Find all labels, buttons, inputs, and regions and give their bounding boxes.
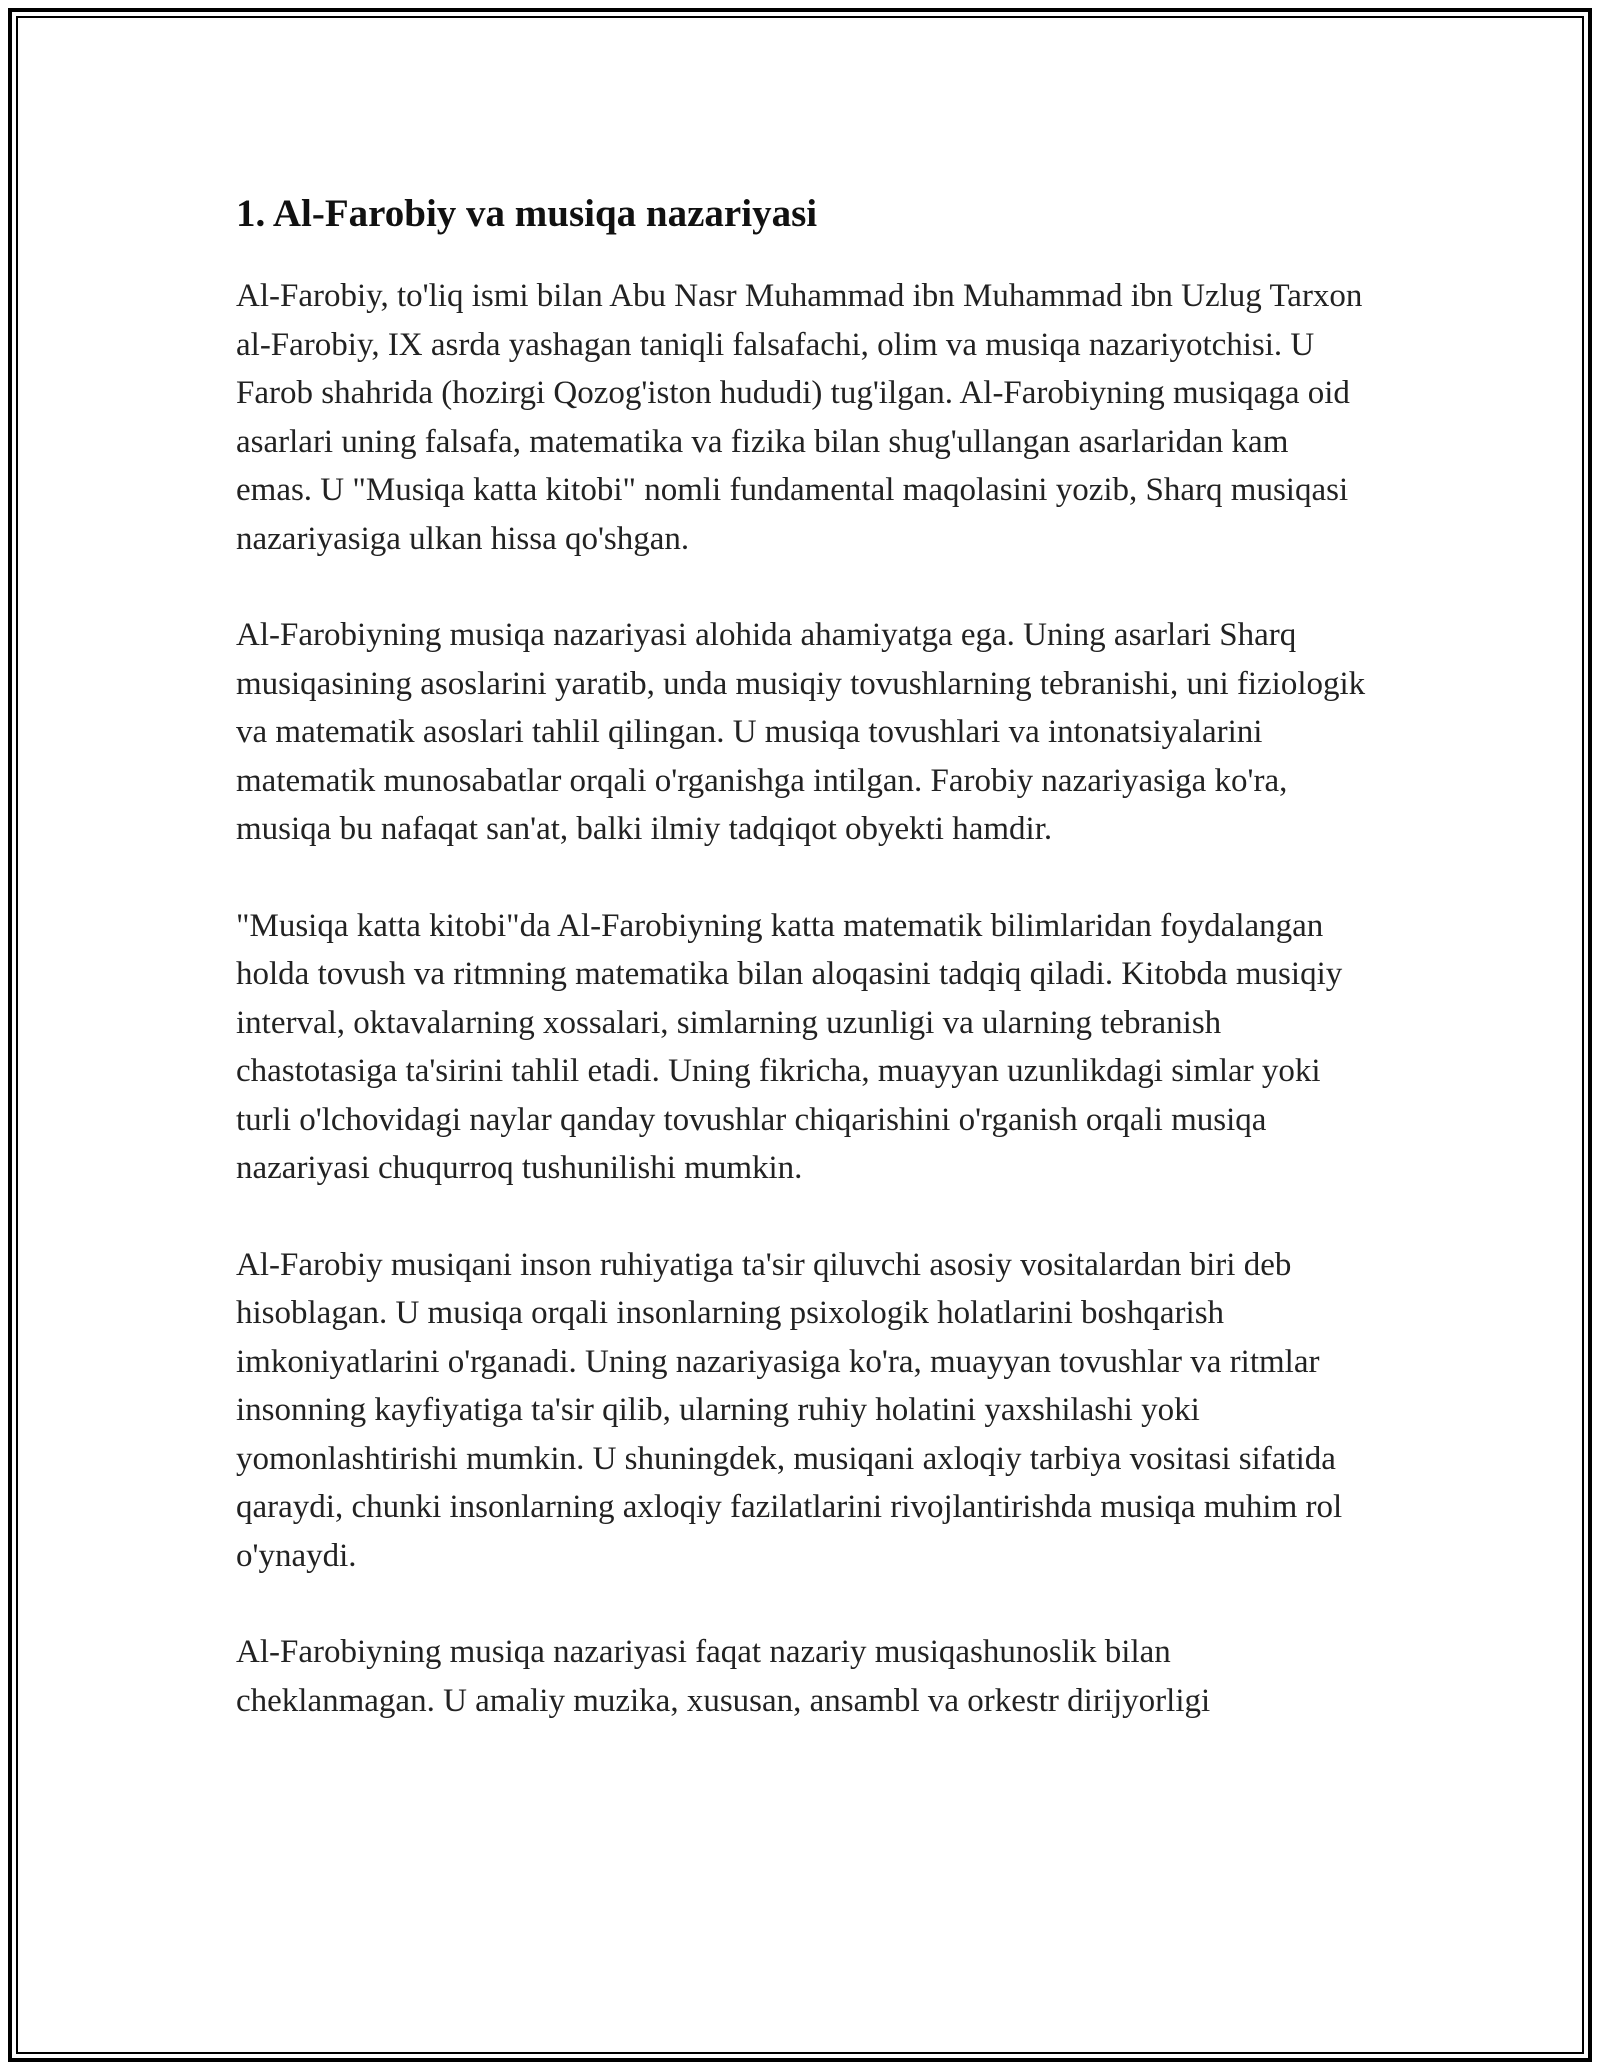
section-heading: 1. Al-Farobiy va musiqa nazariyasi: [236, 192, 818, 235]
paragraph-3: "Musiqa katta kitobi"da Al-Farobiyning katta matematik bilimlaridan foydalangan holda tovush va ritmning matematika bilan aloqasini tadqiq qiladi. Kitobda musiqiy interval, oktavalarning xossalari, simlarning uzunligi va ularning tebranish chastotasiga ta'sirini tahlil etadi. Uning fikricha, muayyan uzunlikdagi simlar yoki turli o'lchovidagi naylar qanday tovushlar chiqarishini o'rganish orqali musiqa nazariyasi chuqurroq tushunilishi mumkin.: [236, 907, 1343, 1186]
document-body: [236, 186, 1366, 1773]
paragraph-5: Al-Farobiyning musiqa nazariyasi faqat nazariy musiqashunoslik bilan cheklanmagan. U amaliy muzika, xususan, ansambl va orkestr dirijyorligi: [236, 1634, 1211, 1719]
paragraph-1: Al-Farobiy, to'liq ismi bilan Abu Nasr Muhammad ibn Muhammad ibn Uzlug Tarxon al-Farobiy, IX asrda yashagan taniqli falsafachi, olim va musiqa nazariyotchisi. U Farob shahrida (hozirgi Qozog'iston hududi) tug'ilgan. Al-Farobiyning musiqaga oid asarlari uning falsafa, matematika va fizika bilan shug'ullangan asarlaridan kam emas. U "Musiqa katta kitobi" nomli fundamental maqolasini yozib, Sharq musiqasi nazariyasiga ulkan hissa qo'shgan.: [236, 278, 1363, 557]
paragraph-4: Al-Farobiy musiqani inson ruhiyatiga ta'sir qiluvchi asosiy vositalardan biri deb hisoblagan. U musiqa orqali insonlarning psixologik holatlarini boshqarish imkoniyatlarini o'rganadi. Uning nazariyasiga ko'ra, muayyan tovushlar va ritmlar insonning kayfiyatiga ta'sir qilib, ularning ruhiy holatini yaxshilashi yoki yomonlashtirishi mumkin. U shuningdek, musiqani axloqiy tarbiya vositasi sifatida qaraydi, chunki insonlarning axloqiy fazilatlarini rivojlantirishda musiqa muhim rol o'ynaydi.: [236, 1246, 1343, 1574]
paragraph-2: Al-Farobiyning musiqa nazariyasi alohida ahamiyatga ega. Uning asarlari Sharq musiqasining asoslarini yaratib, unda musiqiy tovushlarning tebranishi, uni fiziologik va matematik asoslari tahlil qilingan. U musiqa tovushlari va intonatsiyalarini matematik munosabatlar orqali o'rganishga intilgan. Farobiy nazariyasiga ko'ra, musiqa bu nafaqat san'at, balki ilmiy tadqiqot obyekti hamdir.: [236, 617, 1366, 847]
